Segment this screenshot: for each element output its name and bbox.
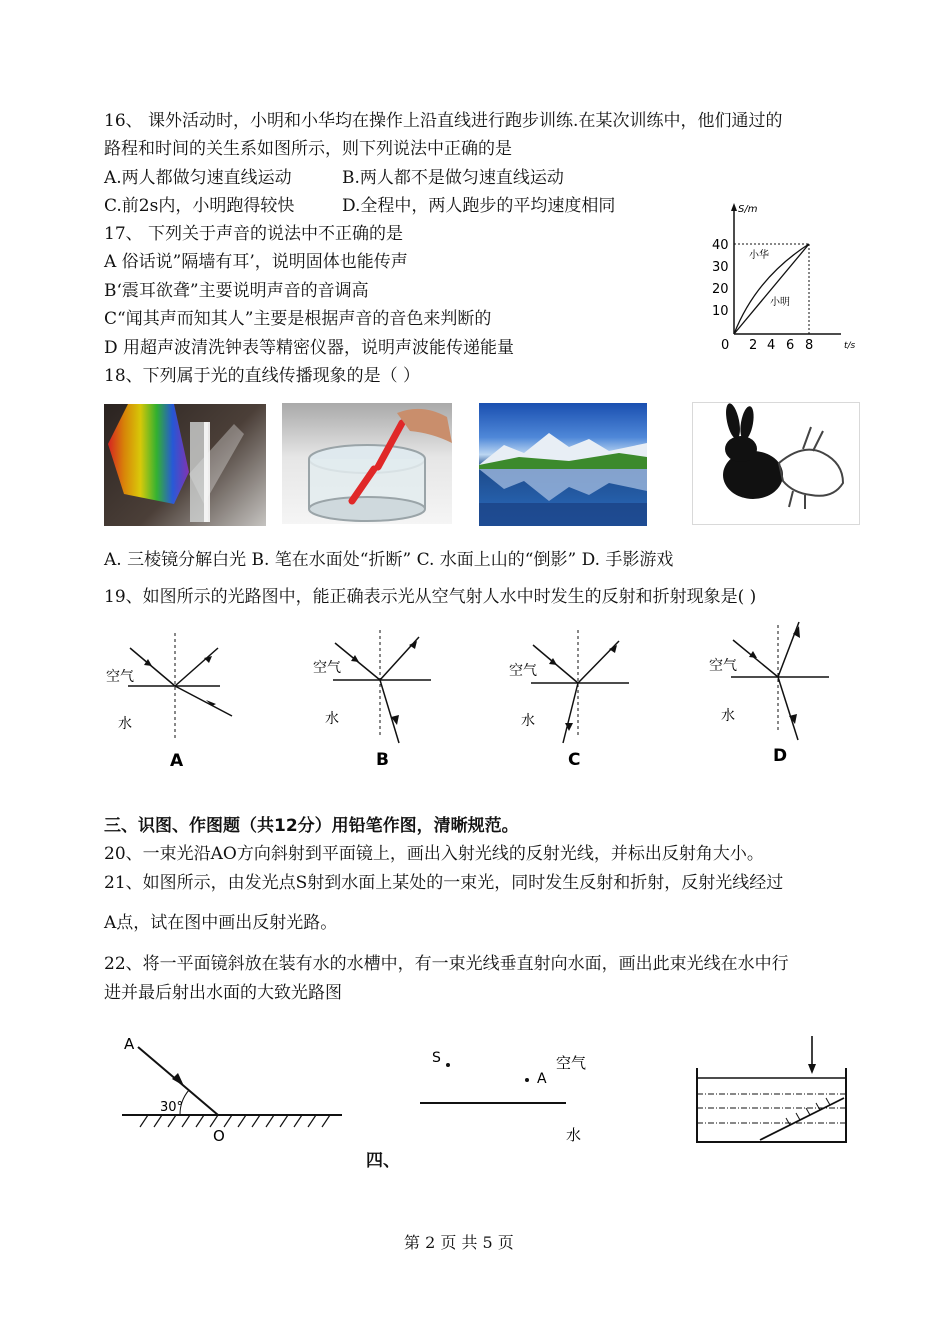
q16-line1: 16、 课外活动时，小明和小华均在操作上沿直线进行跑步训练.在某次训练中，他们通过的 bbox=[104, 111, 783, 131]
water-label: 水 bbox=[118, 716, 132, 732]
diagram-label-a: A bbox=[170, 751, 184, 771]
water-label: 水 bbox=[721, 708, 735, 724]
graph-series-xiaoming: 小明 bbox=[770, 297, 790, 308]
graph-ytick: 40 bbox=[712, 238, 729, 253]
q16-option-c: C.前2s内，小明跑得较快 bbox=[104, 196, 295, 216]
q17-stem: 17、 下列关于声音的说法中不正确的是 bbox=[104, 224, 404, 244]
water-tank-figure bbox=[694, 1034, 854, 1146]
q21-line2: A点，试在图中画出反射光路。 bbox=[104, 913, 338, 933]
ray-diagram-b bbox=[305, 625, 455, 770]
air-label: 空气 bbox=[709, 658, 737, 674]
graph-ytick: 10 bbox=[712, 304, 729, 319]
graph-xtick: 6 bbox=[786, 338, 795, 353]
q16-option-d: D.全程中，两人跑步的平均速度相同 bbox=[342, 196, 616, 216]
graph-ytick: 30 bbox=[712, 260, 729, 275]
q16-option-a: A.两人都做匀速直线运动 bbox=[104, 168, 292, 188]
angle-label: 30° bbox=[160, 1100, 184, 1115]
hand-shadow-photo bbox=[692, 402, 860, 525]
graph-xlabel: t/s bbox=[844, 341, 856, 351]
page-footer: 第 2 页 共 5 页 bbox=[404, 1233, 514, 1252]
point-s-label: S bbox=[432, 1050, 441, 1066]
air-label: 空气 bbox=[106, 669, 134, 685]
section3-title: 三、识图、作图题（共12分）用铅笔作图，清晰规范。 bbox=[104, 816, 519, 836]
graph-xtick: 8 bbox=[805, 338, 814, 353]
q17-option-d: D 用超声波清洗钟表等精密仪器，说明声波能传递能量 bbox=[104, 338, 515, 358]
graph-xtick: 0 bbox=[721, 338, 730, 353]
q17-option-c: C“闻其声而知其人”主要是根据声音的音色来判断的 bbox=[104, 309, 492, 329]
prism-photo bbox=[104, 404, 266, 526]
air-label: 空气 bbox=[556, 1054, 587, 1072]
graph-series-xiaohua: 小华 bbox=[749, 250, 769, 261]
ray-diagram-d bbox=[703, 620, 853, 765]
mountain-reflection-photo bbox=[479, 403, 647, 526]
water-surface-figure bbox=[414, 1040, 604, 1150]
diagram-label-b: B bbox=[376, 750, 389, 770]
ray-diagram-c bbox=[503, 625, 653, 770]
point-a-label: A bbox=[537, 1071, 547, 1087]
q18-options: A. 三棱镜分解白光 B. 笔在水面处“折断” C. 水面上山的“倒影” D. 手影游戏 bbox=[104, 550, 674, 570]
q22-line2: 进并最后射出水面的大致光路图 bbox=[104, 983, 342, 1003]
air-label: 空气 bbox=[313, 660, 341, 676]
water-label: 水 bbox=[566, 1126, 582, 1144]
q18-stem: 18、下列属于光的直线传播现象的是（ ） bbox=[104, 366, 421, 386]
diagram-label-d: D bbox=[773, 746, 788, 765]
ray-diagram-a bbox=[100, 628, 250, 773]
section4-title: 四、 bbox=[366, 1151, 400, 1171]
graph-ytick: 20 bbox=[712, 282, 729, 297]
q22-line1: 22、将一平面镜斜放在装有水的水槽中，有一束光线垂直射向水面，画出此束光线在水中行 bbox=[104, 954, 789, 974]
point-o-label: O bbox=[213, 1127, 225, 1145]
graph-ylabel: S/m bbox=[738, 204, 758, 215]
q19-stem: 19、如图所示的光路图中，能正确表示光从空气射人水中时发生的反射和折射现象是( ) bbox=[104, 587, 757, 607]
q17-option-b: B‘震耳欲聋”主要说明声音的音调高 bbox=[104, 281, 369, 301]
q20-text: 20、一束光沿AO方向斜射到平面镜上，画出入射光线的反射光线，并标出反射角大小。 bbox=[104, 844, 764, 864]
mirror-figure bbox=[118, 1035, 348, 1150]
q16-line2: 路程和时间的关生系如图所示，则下列说法中正确的是 bbox=[104, 139, 512, 159]
point-a-label: A bbox=[124, 1035, 135, 1053]
q17-option-a: A 俗话说”隔墙有耳’，说明固体也能传声 bbox=[104, 252, 408, 272]
distance-time-graph bbox=[706, 198, 868, 358]
graph-xtick: 4 bbox=[767, 338, 776, 353]
air-label: 空气 bbox=[509, 663, 537, 679]
water-label: 水 bbox=[521, 713, 535, 729]
pen-in-water-photo bbox=[282, 403, 452, 524]
q16-option-b: B.两人都不是做匀速直线运动 bbox=[342, 168, 564, 188]
diagram-label-c: C bbox=[568, 750, 581, 770]
water-label: 水 bbox=[325, 711, 339, 727]
graph-xtick: 2 bbox=[749, 338, 758, 353]
q21-line1: 21、如图所示，由发光点S射到水面上某处的一束光，同时发生反射和折射，反射光线经过 bbox=[104, 873, 784, 893]
